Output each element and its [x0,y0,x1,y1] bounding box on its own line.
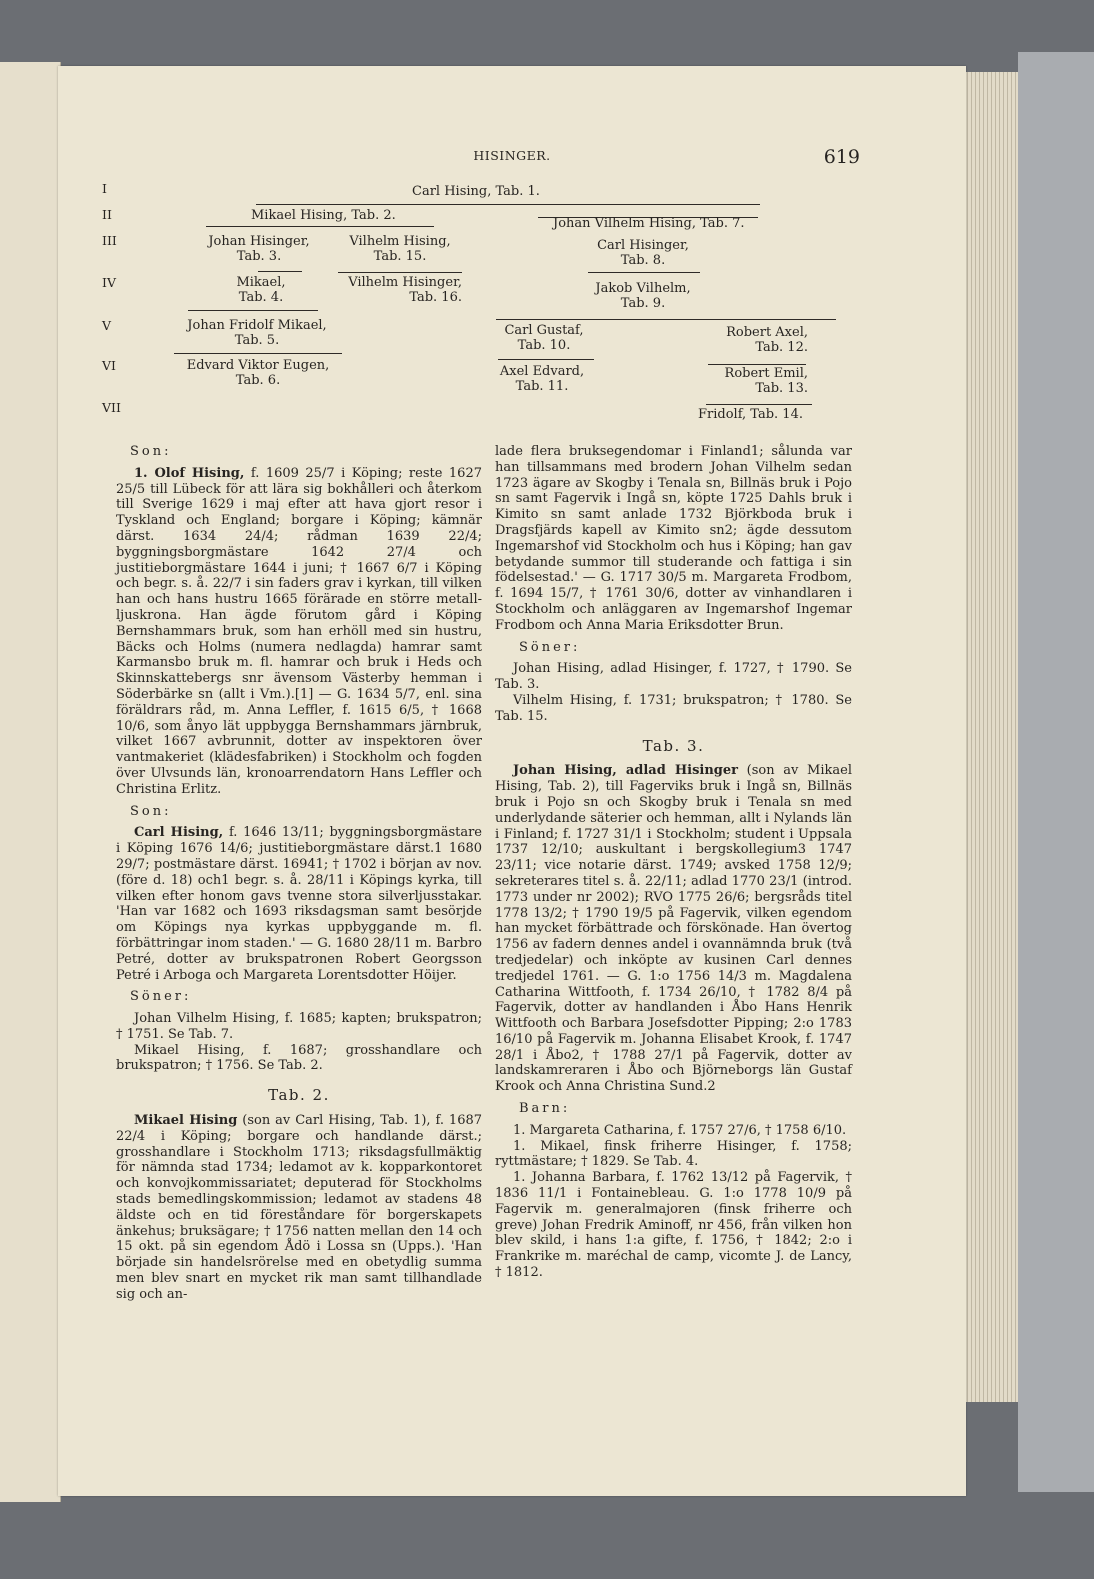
child-entry: 1. Mikael, finsk friherre Hisinger, f. 1758; ryttmästare; † 1829. Se Tab. 4. [495,1138,852,1170]
generation-label: II [102,207,112,222]
tree-node: Axel Edvard, Tab. 11. [499,364,585,394]
family-tree [58,66,966,438]
tree-node: Johan Vilhelm Hising, Tab. 7. [553,216,745,231]
entry-text: f. 1609 25/7 i Köping; reste 1627 25/5 till Lübeck för att lära sig bokhålleri och återkom till Sverige 1629 i maj efter att hava gjort resor i Tyskland och England; borgare i Köping; kämnär därst. 1634 24/4; rådman 1639 22/4; byggningsborgmästare 1642 27/4 och justitieborgmästare 1644 i juni; † 1667 6/7 i Köping och begr. s. å. 22/7 i sin faders grav i kyrkan, till vilken han och hans hustru 1665 förärade en större metall-ljuskrona. Han ägde förutom gård i Köping Bernshammars bruk, som han erhöll med sin hustru, Bäcks och Holms (numera nedlagda) hamrar samt Karmansbo bruk m. fl. hamrar och bruk i Heds och Skinnskattebergs snr ävensom Västerby hemman i Söderbärke sn (allt i Vm.).[1] — G. 1634 5/7, enl. sina föräldrars råd, m. Anna Leffler, f. 1615 6/5, † 1668 10/6, som ånyo lät uppbygga Bernshammars järnbruk, vilket 1667 avbrunnit, dotter av inspektoren över vantmakeriet (klädesfabriken) i Stockholm och fogden över Ulvsunds län, kronoarrendatorn Hans Leffler och Christina Erlitz. [116,465,482,797]
table-heading: Tab. 3. [642,736,705,755]
section-heading: Son: [130,444,172,459]
tree-connector [188,310,318,311]
tree-connector [708,364,806,365]
page-number: 619 [823,146,860,168]
child-entry: 1. Margareta Catharina, f. 1757 27/6, † 1758 6/10. [513,1122,847,1138]
person-name: 1. Olof Hising, [134,465,245,481]
generation-label: VI [102,358,116,373]
running-title: HISINGER. [473,148,551,163]
child-entry: Johan Hising, adlad Hisinger, f. 1727, † 1790. Se Tab. 3. [495,661,852,693]
right-column [495,444,852,1287]
tree-node: Johan Hisinger, Tab. 3. [208,234,310,264]
person-name: Mikael Hising [134,1113,238,1129]
generation-label: VII [102,400,121,415]
tree-node: Carl Hising, Tab. 1. [412,184,540,199]
child-entry: Mikael Hising, f. 1687; grosshandlare och brukspatron; † 1756. Se Tab. 2. [116,1042,482,1074]
tree-connector [206,226,434,227]
entry-mikael [116,1113,482,1303]
tree-node: Johan Fridolf Mikael, Tab. 5. [187,318,327,348]
child-entry: 1. Johanna Barbara, f. 1762 13/12 på Fagervik, † 1836 11/1 i Fontainebleau. G. 1:o 1778 10/9 på Fagervik m. generalmajoren (finsk friherre och greve) Johan Fredrik Aminoff, nr 456, från vilken hon blev skild, i hans 1:a gifte, f. 1756, † 1842; 2:o i Frankrike m. maréchal de camp, vicomte J. de Lancy, † 1812. [495,1170,852,1281]
left-column [116,444,482,1309]
person-name: Carl Hising, [134,825,224,841]
tree-node: Vilhelm Hising, Tab. 15. [349,234,451,264]
previous-page-edge [0,62,61,1502]
tree-connector [498,359,594,360]
entry-continuation: lade flera bruksegendomar i Finland1; sålunda var han tillsammans med brodern Johan Vilhelm sedan 1723 ägare av Skogby i Tenala sn, Billnäs bruk i Pojo sn samt Fagervik i Ingå sn, köpte 1725 Dahls bruk i Kimito sn samt anlade 1732 Björkboda bruk i Dragsfjärds kapell av Kimito sn2; ägde dessutom Ingemarshof vid Stockholm och hus i Köping; han gav betydande summor till studerande och fattiga i sin födelsestad.' — G. 1717 30/5 m. Margareta Frodbom, f. 1694 15/7, † 1761 30/6, dotter av vinhandlaren i Stockholm och anläggaren av Ingemarshof Ingemar Frodbom och Anna Maria Eriksdotter Brun. [495,444,852,633]
entry-text: f. 1646 13/11; byggningsborgmästare i Köping 1676 14/6; justitieborgmästare därst.1 1680 29/7; postmästare därst. 16941; † 1702 i början av nov. (före d. 18) och1 begr. s. å. 28/11 i Köpings kyrka, till vilken efter honom gavs tvenne stora silverljusstakar. 'Han var 1682 och 1693 riksdagsman samt besörjde om Köpings nya kyrkas uppbyggande m. fl. förbättringar inom staden.' — G. 1680 28/11 m. Barbro Petré, dotter av brukspatronen Robert Georgsson Petré i Arboga och Margareta Lorentsdotter Höijer. [116,825,482,983]
tree-connector [706,404,812,405]
page-stack-edge [960,72,1018,1402]
tree-node: Fridolf, Tab. 14. [698,407,803,422]
tree-node: Edvard Viktor Eugen, Tab. 6. [186,358,330,388]
tree-node: Robert Axel, Tab. 12. [726,325,808,355]
generation-label: I [102,181,107,196]
tree-connector [174,353,342,354]
person-name: Johan Hising, adlad Hisinger [513,763,738,779]
section-heading: Söner: [130,989,192,1005]
book-page [58,66,966,1496]
entry-text: (son av Carl Hising, Tab. 1), f. 1687 22/4 i Köping; borgare och handlande därst.; grosshandlare i Stockholm 1713; riksdagsfullmäktig för nämnda stad 1734; ledamot av k. kopparkontoret och konvojkommissariatet; deputerad för Stockholms stads bemedlingskommission; ledamot av stadens 48 äldste och en tid föreståndare för borgerskapets änkehus; bruksägare; † 1756 natten mellan den 14 och 15 okt. på sin egendom Ådö i Lossa sn (Upps.). 'Han började sin handelsrörelse med en obetydlig summa men blev snart en mycket rik man samt tillhandlade sig och an- [116,1113,483,1302]
tree-connector [338,272,462,273]
tree-node: Carl Hisinger, Tab. 8. [597,238,689,268]
entry-johan [495,763,852,1095]
tree-node: Vilhelm Hisinger, Tab. 16. [348,275,462,305]
generation-label: IV [102,275,116,290]
tree-node: Mikael, Tab. 4. [236,275,286,305]
tree-connector [256,204,760,205]
tree-connector [258,271,302,272]
table-heading: Tab. 2. [268,1086,330,1105]
tree-node: Carl Gustaf, Tab. 10. [504,323,584,353]
book-cover [1018,52,1094,1492]
tree-node: Jakob Vilhelm, Tab. 9. [595,281,691,311]
tree-connector [496,319,836,320]
entry-text: (son av Mikael Hising, Tab. 2), till Fagerviks bruk i Ingå sn, Billnäs bruk i Pojo sn och Skogby bruk i Tenala sn med underlydande säterier och hemman, allt i Nylands län i Finland; f. 1727 31/1 i Stockholm; student i Uppsala 1737 12/10; auskultant i bergskollegium3 1747 23/11; vice notarie därst. 1749; avsked 1758 12/9; sekreterares titel s. å. 22/11; adlad 1770 23/1 (introd. 1773 under nr 2002); RVO 1775 26/6; bergsråds titel 1778 13/2; † 1790 19/5 på Fagervik, vilken egendom han mycket förbättrade och förskönade. Han övertog 1756 av fadern dennes andel i ovannämnda bruk (två tredjedelar) och inköpte av kusinen Carl dennes tredjedel 1761. — G. 1:o 1756 14/3 m. Magdalena Catharina Wittfooth, f. 1734 26/10, † 1782 8/4 på Fagervik, dotter av handlanden i Åbo Hans Henrik Wittfooth och Barbara Josefsdotter Pipping; 2:o 1783 16/10 på Fagervik m. Johanna Elisabet Krook, f. 1747 28/1 i Åbo2, † 1788 27/1 på Fagervik, dotter av landskamreraren i Åbo och Björneborgs län Gustaf Krook och Anna Christina Sund.2 [495,763,852,1095]
section-heading: Barn: [519,1101,571,1117]
section-heading: Söner: [519,639,581,655]
child-entry: Vilhelm Hising, f. 1731; brukspatron; † 1780. Se Tab. 15. [495,692,852,724]
child-entry: Johan Vilhelm Hising, f. 1685; kapten; brukspatron; † 1751. Se Tab. 7. [116,1011,482,1042]
tree-connector [588,272,700,273]
tree-node: Robert Emil, Tab. 13. [724,366,808,396]
tree-node: Mikael Hising, Tab. 2. [251,208,396,223]
entry-carl [116,825,482,983]
generation-label: V [102,318,112,333]
entry-olof [116,466,482,798]
section-heading: Son: [130,803,172,819]
generation-label: III [102,233,117,248]
